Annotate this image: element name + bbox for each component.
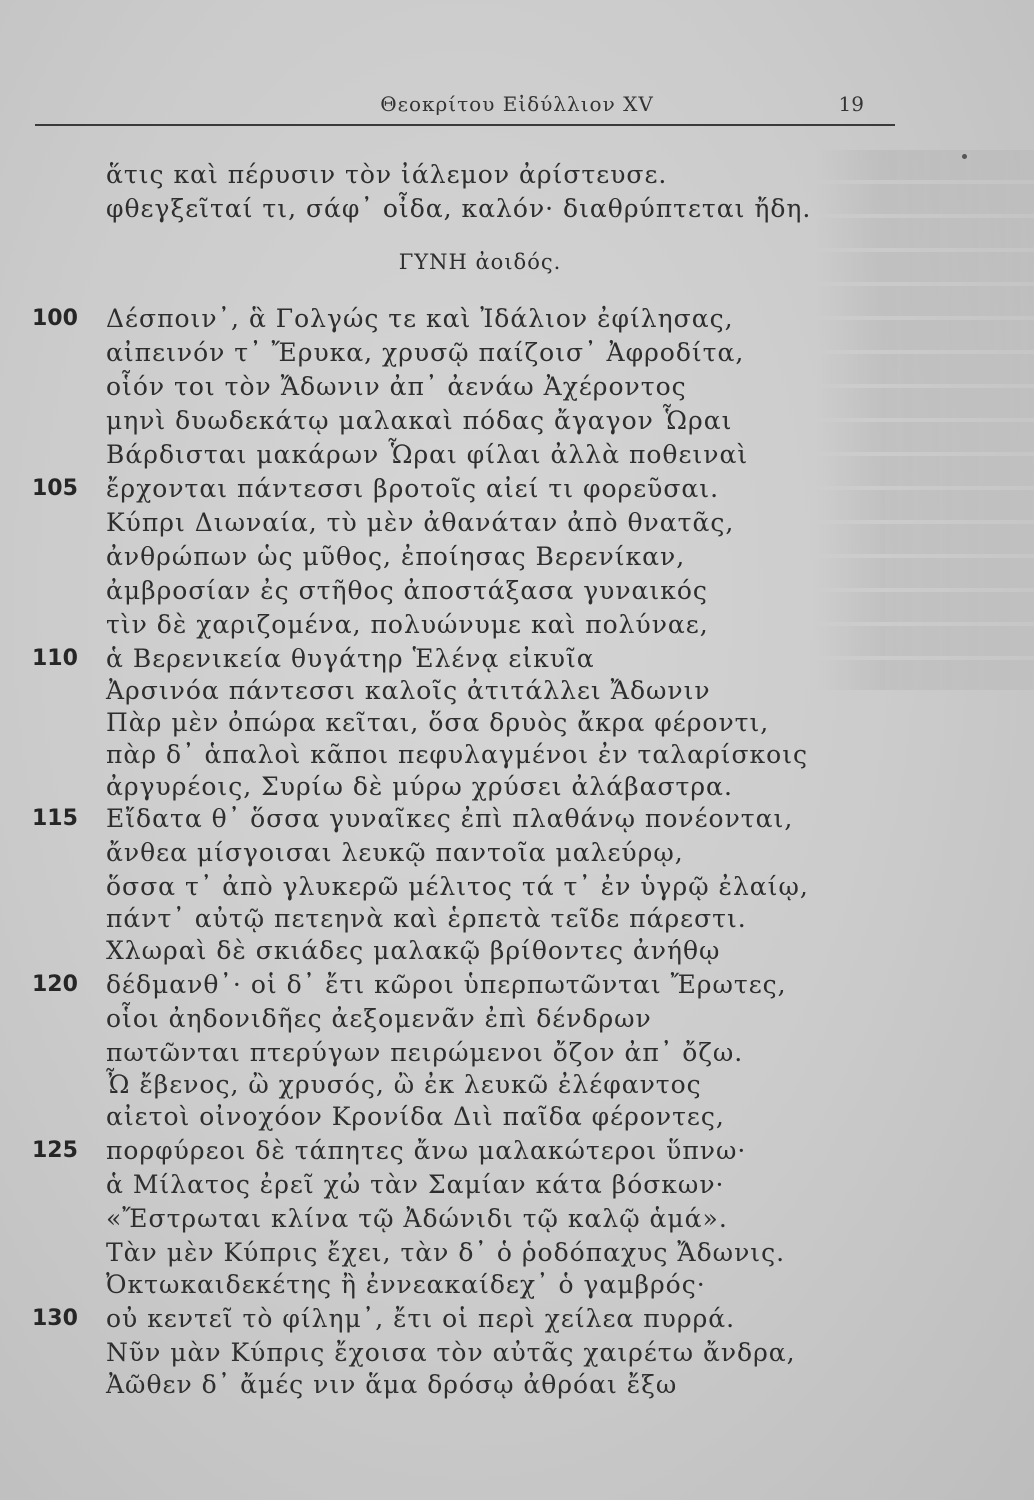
poem-line: μηνὶ δυωδεκάτῳ μαλακαὶ πόδας ἄγαγον Ὧραι [106,406,733,435]
poem-line: πορφύρεοι δὲ τάπητες ἄνω μαλακώτεροι ὕπνω· [106,1136,747,1165]
poem-line: οἷοι ἀηδονιδῆες ἀεξομενᾶν ἐπὶ δένδρων [106,1004,652,1033]
poem-line: ἄνθεα μίσγοισαι λευκῷ παντοῖα μαλεύρῳ, [106,838,684,867]
line-number: 110 [32,646,78,671]
page-number: 19 [838,92,864,116]
header-rule [35,124,895,126]
intro-line: ἅτις καὶ πέρυσιν τὸν ἰάλεμον ἀρίστευσε. [106,160,668,189]
poem-line: Ἀρσινόα πάντεσσι καλοῖς ἀτιτάλλει Ἄδωνιν [106,676,711,705]
speaker-heading: ΓΥΝΗ ἀοιδός. [398,250,562,274]
poem-line: Τὰν μὲν Κύπρις ἔχει, τὰν δ᾽ ὁ ῥοδόπαχυς Ἄδωνις. [106,1238,786,1267]
poem-line: Χλωραὶ δὲ σκιάδες μαλακῷ βρίθοντες ἀνήθῳ [106,936,721,965]
poem-line: πωτῶνται πτερύγων πειρώμενοι ὄζον ἀπ᾽ ὄζω. [106,1038,744,1067]
running-header-title: Θεοκρίτου Εἰδύλλιον XV [380,92,654,116]
poem-line: Πὰρ μὲν ὀπώρα κεῖται, ὅσα δρυὸς ἄκρα φέροντι, [106,708,770,737]
poem-line: Νῦν μὰν Κύπρις ἔχοισα τὸν αὐτᾶς χαιρέτω ἄνδρα, [106,1338,796,1367]
paper-speck [962,154,967,159]
poem-line: πάντ᾽ αὐτῷ πετεηνὰ καὶ ἑρπετὰ τεῖδε πάρεστι. [106,904,747,933]
poem-line: ἁ Μίλατος ἐρεῖ χὠ τὰν Σαμίαν κάτα βόσκων· [106,1170,725,1199]
poem-line: πὰρ δ᾽ ἁπαλοὶ κᾶποι πεφυλαγμένοι ἐν ταλαρίσκοις [106,740,809,769]
poem-line: οὐ κεντεῖ τὸ φίλημ᾽, ἔτι οἱ περὶ χείλεα πυρρά. [106,1304,736,1333]
poem-line: ἀμβροσίαν ἐς στῆθος ἀποστάξασα γυναικός [106,576,708,605]
poem-line: ἀνθρώπων ὡς μῦθος, ἐποίησας Βερενίκαν, [106,542,686,571]
poem-line: «Ἔστρωται κλίνα τῷ Ἀδώνιδι τῷ καλῷ ἁμά». [106,1204,728,1233]
poem-line: οἷόν τοι τὸν Ἄδωνιν ἀπ᾽ ἀενάω Ἀχέροντος [106,372,687,401]
line-number: 120 [32,972,78,997]
line-number: 105 [32,476,78,501]
poem-line: Ὦ ἔβενος, ὢ χρυσός, ὢ ἐκ λευκῶ ἐλέφαντος [106,1070,702,1099]
poem-line: δέδμανθ᾽· οἱ δ᾽ ἔτι κῶροι ὑπερπωτῶνται Ἔρωτες, [106,970,787,999]
poem-line: ὅσσα τ᾽ ἀπὸ γλυκερῶ μέλιτος τά τ᾽ ἐν ὑγρῷ ἐλαίῳ, [106,872,809,901]
poem-line: ἔρχονται πάντεσσι βροτοῖς αἰεί τι φορεῦσαι. [106,474,720,503]
facing-page-bleed-through [815,150,1034,710]
line-number: 115 [32,806,78,831]
poem-line: Δέσποιν᾽, ἃ Γολγώς τε καὶ Ἰδάλιον ἐφίλησας, [106,304,734,333]
line-number: 125 [32,1138,78,1163]
line-number: 100 [32,306,78,331]
poem-line: Ὀκτωκαιδεκέτης ἢ ἐννεακαίδεχ᾽ ὁ γαμβρός· [106,1270,706,1299]
poem-line: αἰπεινόν τ᾽ Ἔρυκα, χρυσῷ παίζοισ᾽ Ἀφροδίτα, [106,338,745,367]
poem-line: Εἴδατα θ᾽ ὅσσα γυναῖκες ἐπὶ πλαθάνῳ πονέονται, [106,804,794,833]
poem-line: αἰετοὶ οἰνοχόον Κρονίδα Διὶ παῖδα φέροντες, [106,1102,725,1131]
poem-line: Ἀῶθεν δ᾽ ἄμές νιν ἅμα δρόσῳ ἀθρόαι ἔξω [106,1370,678,1399]
line-number: 130 [32,1306,78,1331]
poem-line: ἁ Βερενικεία θυγάτηρ Ἑλένᾳ εἰκυῖα [106,644,595,673]
poem-line: Βάρδισται μακάρων Ὧραι φίλαι ἀλλὰ ποθειναὶ [106,440,749,469]
poem-line: Κύπρι Διωναία, τὺ μὲν ἀθανάταν ἀπὸ θνατᾶς, [106,508,735,537]
poem-line: τὶν δὲ χαριζομένα, πολυώνυμε καὶ πολύναε, [106,610,709,639]
intro-line: φθεγξεῖταί τι, σάφ᾽ οἶδα, καλόν· διαθρύπτεται ἤδη. [106,194,812,223]
poem-line: ἀργυρέοις, Συρίω δὲ μύρω χρύσει ἀλάβαστρα. [106,772,733,801]
